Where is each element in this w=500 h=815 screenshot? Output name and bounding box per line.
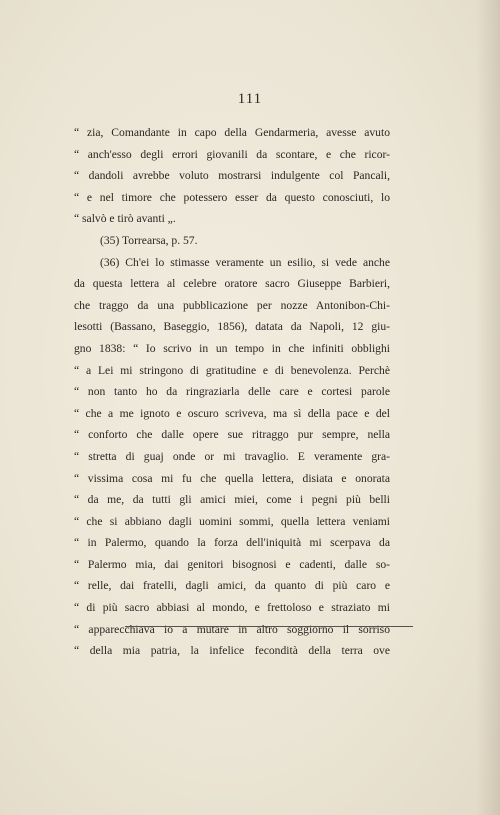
- text-line: “ anch'esso degli errori giovanili da scontare, e che ricor-: [74, 147, 390, 161]
- text-line: “ Palermo mia, dai genitori bisognosi e cadenti, dalle so-: [74, 557, 390, 571]
- text-line: “ apparecchiava io a mutare in altro soggiorno il sorriso: [74, 622, 390, 636]
- text-line: “ di più sacro abbiasi al mondo, e frettoloso e straziato mi: [74, 601, 390, 615]
- text-line: “ vissima cosa mi fu che quella lettera, disiata e onorata: [74, 471, 390, 485]
- text-line: “ salvò e tirò avanti „.: [74, 212, 176, 226]
- text-line: “ conforto che dalle opere sue ritraggo pur sempre, nella: [74, 428, 390, 442]
- text-line: gno 1838: “ Io scrivo in un tempo in che infiniti obblighi: [74, 341, 390, 355]
- horizontal-rule: [125, 626, 413, 627]
- page-edge-shadow: [476, 0, 500, 815]
- text-line: “ dandoli avrebbe voluto mostrarsi indulgente col Pancali,: [74, 169, 390, 183]
- text-line: “ e nel timore che potessero esser da questo conosciuti, lo: [74, 190, 390, 204]
- text-line: “ relle, dai fratelli, dagli amici, da quanto di più caro e: [74, 579, 390, 593]
- text-line: che traggo da una pubblicazione per nozze Antonibon-Chi-: [74, 298, 390, 312]
- text-line: lesotti (Bassano, Baseggio, 1856), datata da Napoli, 12 giu-: [74, 320, 390, 334]
- text-line: “ della mia patria, la infelice fecondità della terra ove: [74, 644, 390, 658]
- text-line: “ stretta di guaj onde or mi travaglio. E veramente gra-: [74, 449, 390, 463]
- page-number: 111: [237, 91, 263, 107]
- text-line: “ a Lei mi stringono di gratitudine e di benevolenza. Perchè: [74, 363, 390, 377]
- text-line: “ zia, Comandante in capo della Gendarmeria, avesse avuto: [74, 126, 390, 139]
- text-line: “ in Palermo, quando la forza dell'iniquità mi scerpava da: [74, 536, 390, 550]
- text-line: “ che a me ignoto e oscuro scriveva, ma sì della pace e del: [74, 406, 390, 420]
- text-line: da questa lettera al celebre oratore sacro Giuseppe Barbieri,: [74, 277, 390, 291]
- footnote-36-start: (36) Ch'ei lo stimasse veramente un esilio, si vede anche: [100, 255, 390, 269]
- text-line: “ da me, da tutti gli amici miei, come i pegni più belli: [74, 493, 390, 507]
- footnote-35: (35) Torrearsa, p. 57.: [100, 233, 198, 247]
- text-line: “ non tanto ho da ringraziarla delle care e cortesi parole: [74, 385, 390, 399]
- text-line: “ che si abbiano dagli uomini sommi, quella lettera veniami: [74, 514, 390, 528]
- footnotes-text: [74, 122, 390, 662]
